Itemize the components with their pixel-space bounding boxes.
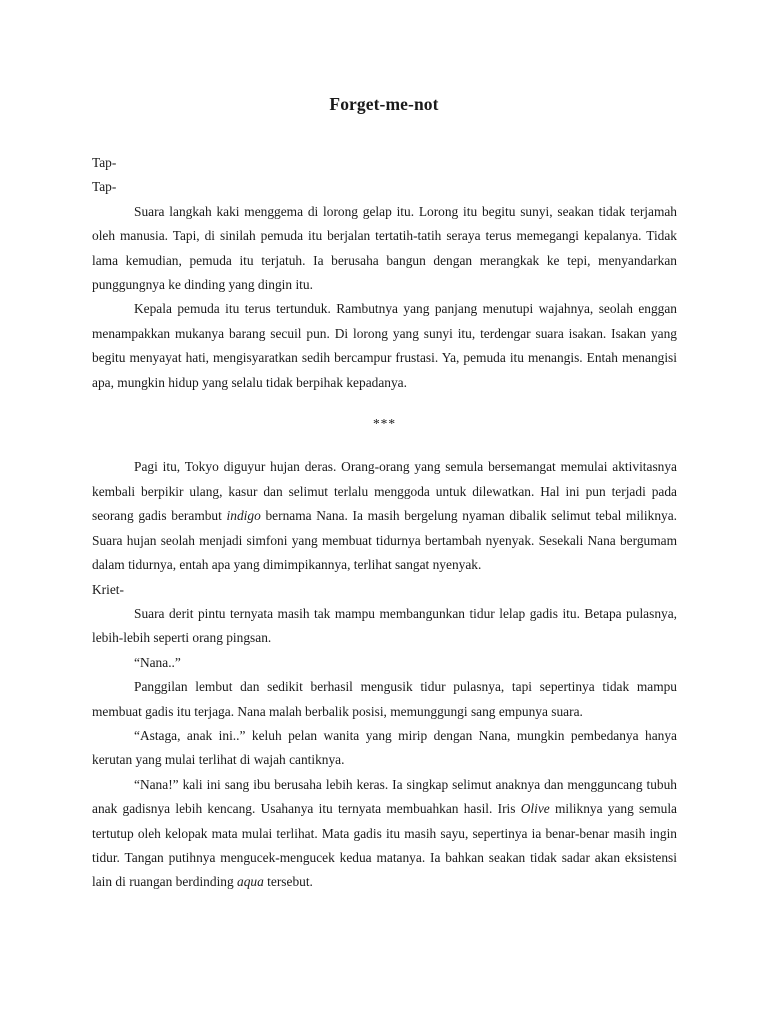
paragraph-3-part-a: Pagi itu, Tokyo diguyur hujan deras. Orang-orang yang semula bersemangat memulai aktivitasnya kembali berpikir ulang, kasur dan selimut terlalu menggoda untuk dilewatkan. Hal ini pun terjadi pada seorang gadis berambut <box>92 459 677 524</box>
paragraph-3-italic-indigo: indigo <box>226 508 261 524</box>
paragraph-6: Panggilan lembut dan sedikit berhasil mengusik tidur pulasnya, tapi sepertinya tidak mampu membuat gadis itu terjaga. Nana malah berbalik posisi, memunggungi sang empunya suara. <box>92 679 677 719</box>
scene-break: *** <box>372 416 397 432</box>
paragraph-8-part-b: miliknya yang semula tertutup oleh kelopak mata mulai terlihat. Mata gadis itu masih sayu, sepertinya ia benar-benar masih ingin tidur. Tangan putihnya mengucek-mengucek kedua matanya. Ia bahkan seakan tidak sadar akan eksistensi lain di ruangan berdinding <box>92 801 677 890</box>
text-line-kriet: Kriet- <box>92 581 124 597</box>
text-line-tap-2: Tap- <box>92 179 117 195</box>
paragraph-8-italic-aqua: aqua <box>237 874 264 890</box>
paragraph-8 <box>92 773 677 895</box>
paragraph-7: “Astaga, anak ini..” keluh pelan wanita yang mirip dengan Nana, mungkin pembedanya hanya kerutan yang mulai terlihat di wajah cantiknya. <box>92 727 677 768</box>
paragraph-4: Suara derit pintu ternyata masih tak mampu membangunkan tidur lelap gadis itu. Betapa pulasnya, lebih-lebih seperti orang pingsan. <box>92 605 677 646</box>
paragraph-8-italic-olive: Olive <box>520 801 550 817</box>
paragraph-8-part-a: “Nana!” kali ini sang ibu berusaha lebih keras. Ia singkap selimut anaknya dan mengguncang tubuh anak gadisnya lebih kencang. Usahanya itu ternyata membuahkan hasil. Iris <box>92 776 677 817</box>
paragraph-3-part-b: bernama Nana. Ia masih bergelung nyaman dibalik selimut tebal miliknya. Suara hujan seolah menjadi simfoni yang membuat tidurnya bertambah nyenyak. Sesekali Nana bergumam dalam tidurnya, entah apa yang dimimpikannya, terlihat sangat nyenyak. <box>92 508 678 573</box>
text-line-tap-1: Tap- <box>92 155 117 170</box>
paragraph-2: Kepala pemuda itu terus tertunduk. Rambutnya yang panjang menutupi wajahnya, seolah enggan menampakkan mukanya barang secuil pun. Di lorong yang sunyi itu, terdengar suara isakan. Isakan yang begitu menyayat hati, mengisyaratkan sedih bercampur frustasi. Ya, pemuda itu menangis. Entah menangisi apa, mungkin hidup yang selalu tidak berpihak kepadanya. <box>92 301 677 390</box>
paragraph-3 <box>92 455 677 577</box>
document-title: Forget-me-not <box>329 94 439 114</box>
document-body <box>92 151 677 895</box>
paragraph-5-dialogue: “Nana..” <box>134 654 181 670</box>
paragraph-8-part-c: tersebut. <box>263 874 313 890</box>
paragraph-1: Suara langkah kaki menggema di lorong gelap itu. Lorong itu begitu sunyi, seakan tidak terjamah oleh manusia. Tapi, di sinilah pemuda itu berjalan tertatih-tatih seraya terus memegangi kepalanya. Tidak lama kemudian, pemuda itu terjatuh. Ia berusaha bangun dengan merangkak ke tepi, menyandarkan punggungnya ke dinding yang dingin itu. <box>92 203 677 293</box>
